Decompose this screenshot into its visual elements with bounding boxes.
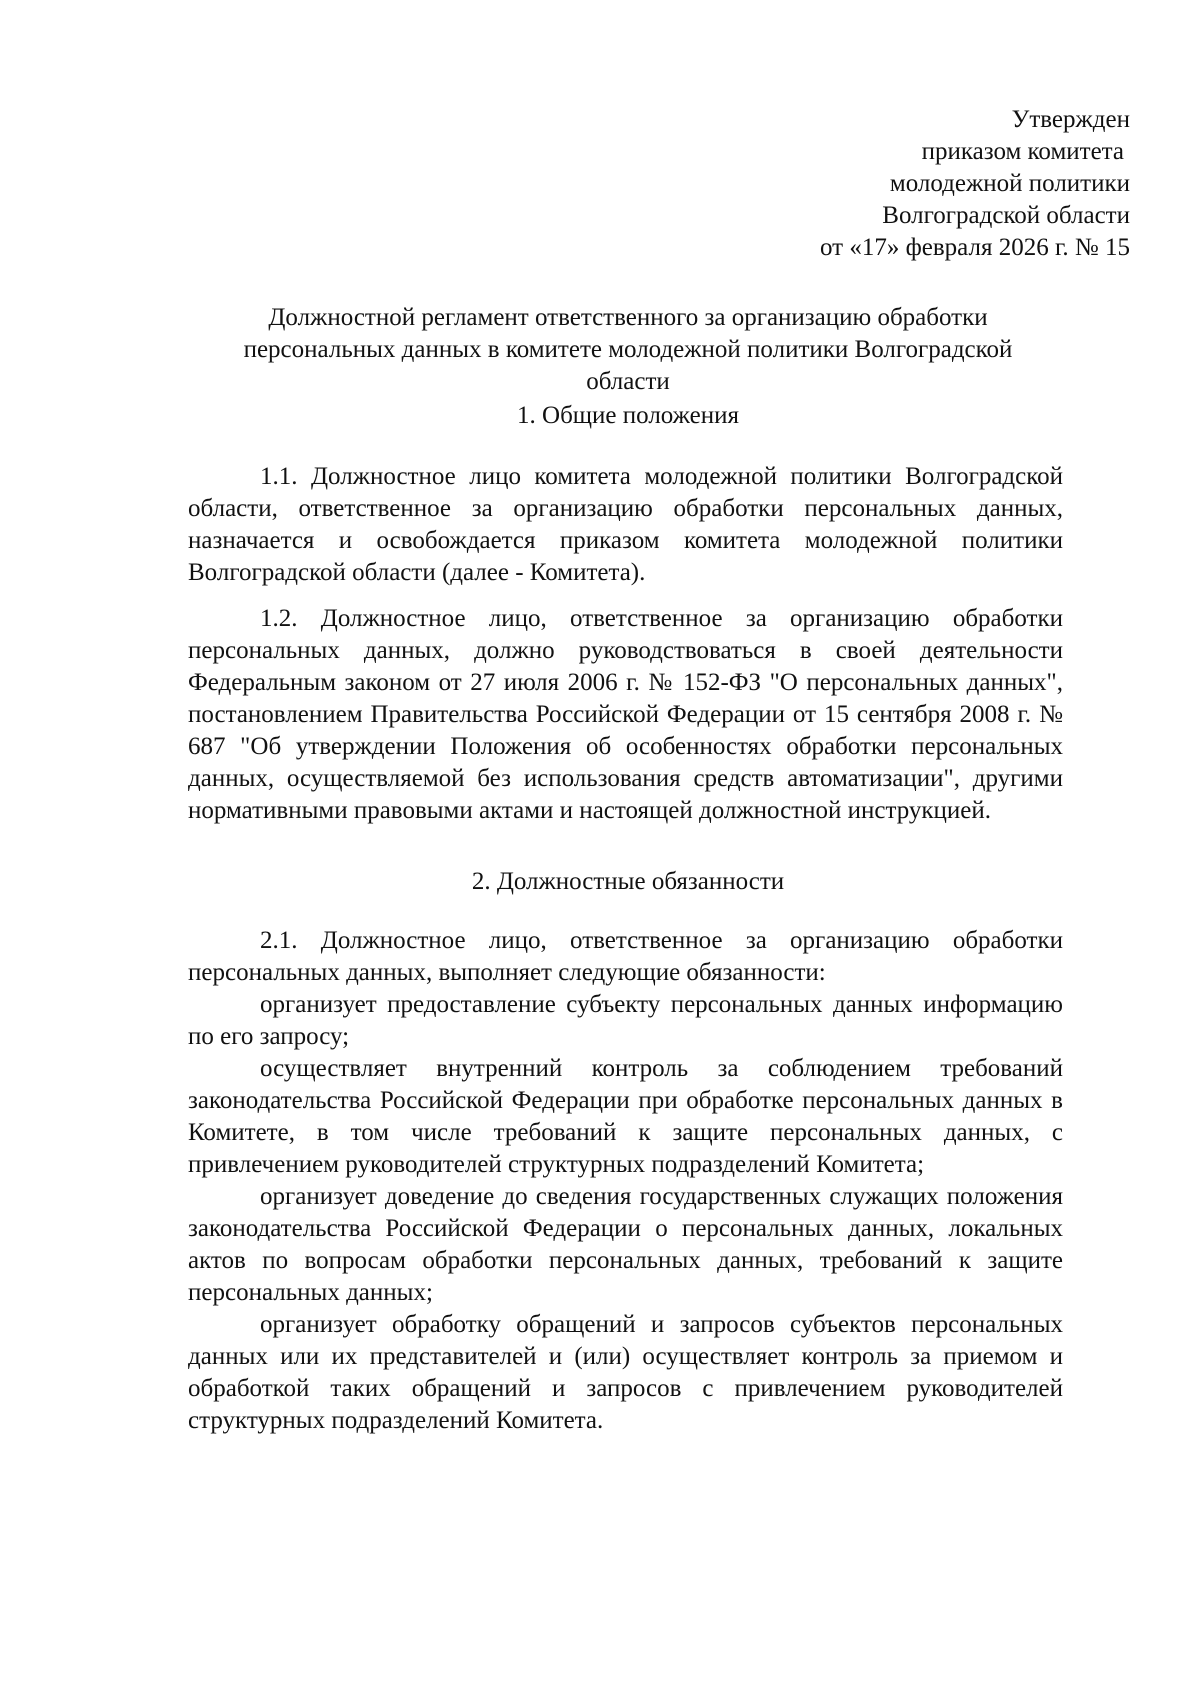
title-line: персональных данных в комитете молодежной политики Волгоградской [243,336,1013,363]
approval-line: приказом комитета [921,138,1124,165]
paragraph: 1.1. Должностное лицо комитета молодежной политики Волгоградской области, ответственное за организацию обработки персональных данных, назначается и освобождается приказом комитета молодежной политики Волгоградской области (далее - Комитета). [188,463,1063,586]
list-item: организует предоставление субъекту персональных данных информацию по его запросу; [188,991,1063,1050]
approval-line: Волгоградской области [882,202,1130,229]
approval-line: Утвержден [1011,106,1130,133]
approval-date-line: от «17» февраля 2026 г. № 15 [819,234,1130,261]
approval-block [820,104,1130,264]
approval-line: молодежной политики [889,170,1130,197]
list-item: осуществляет внутренний контроль за соблюдением требований законодательства Российской Федерации при обработке персональных данных в Комитете, в том числе требований к защите персональных данных, с привлечением руководителей структурных подразделений Комитета; [188,1055,1063,1178]
section-heading: 2. Должностные обязанности [471,868,785,895]
paragraph: 1.2. Должностное лицо, ответственное за организацию обработки персональных данных, должно руководствоваться в своей деятельности Федеральным законом от 27 июля 2006 г. № 152-ФЗ "О персональных данных", постановлением Правительства Российской Федерации от 15 сентября 2008 г. № 687 "Об утверждении Положения об особенностях обработки персональных данных, осуществляемой без использования средств автоматизации", другими нормативными правовыми актами и настоящей должностной инструкцией. [188,605,1063,824]
section-1-body [188,461,1063,827]
title-line: области [586,368,670,395]
list-item: организует доведение до сведения государственных служащих положения законодательства Российской Федерации о персональных данных, локальных актов по вопросам обработки персональных данных, требований к защите персональных данных; [188,1183,1063,1306]
document-title [188,302,1068,398]
paragraph: 2.1. Должностное лицо, ответственное за организацию обработки персональных данных, выполняет следующие обязанности: [188,927,1063,986]
list-item: организует обработку обращений и запросов субъектов персональных данных или их представителей и (или) осуществляет контроль за приемом и обработкой таких обращений и запросов с привлечением руководителей структурных подразделений Комитета. [188,1311,1063,1434]
section-2-body [188,925,1063,1437]
title-line: Должностной регламент ответственного за организацию обработки [268,304,988,331]
section-heading: 1. Общие положения [517,402,739,429]
